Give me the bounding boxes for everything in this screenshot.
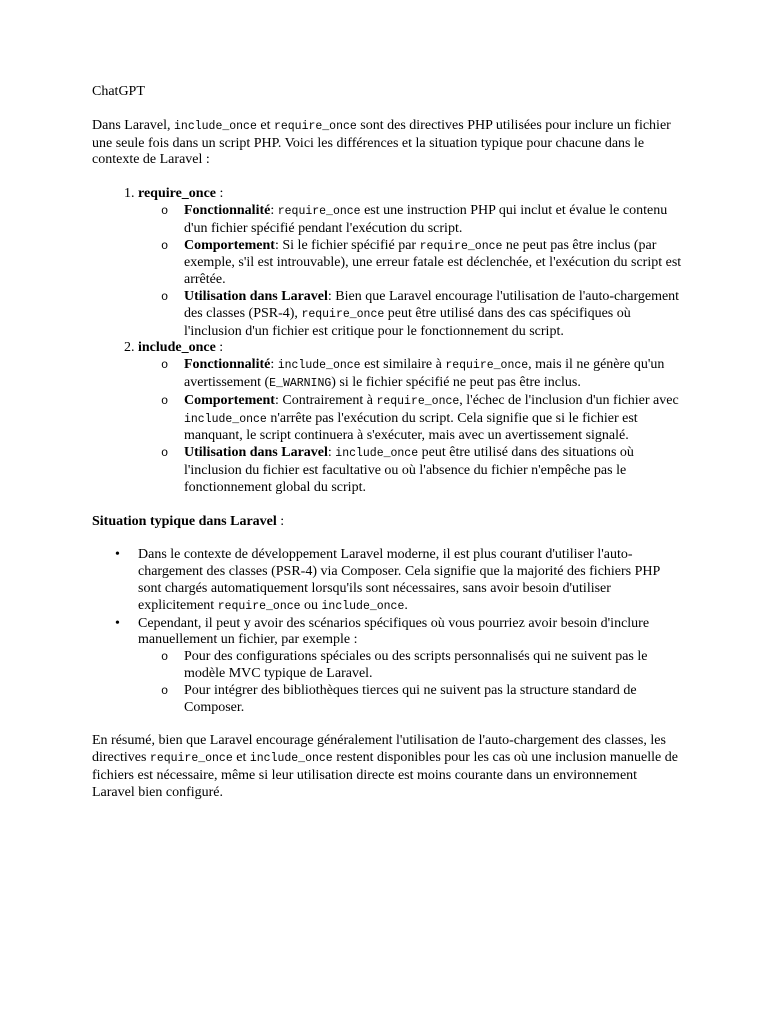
situation-list bbox=[92, 547, 682, 716]
inline-code: require_once bbox=[301, 307, 385, 321]
situation-bullet bbox=[138, 616, 682, 717]
detail-label: Fonctionnalité bbox=[184, 202, 271, 218]
conclusion-paragraph bbox=[92, 733, 682, 801]
conclusion-text: restent disponibles pour les cas où une inclusion manuelle de fichiers est nécessaire, même si leur utilisation directe est moins courante dans un environnement Laravel bien configuré. bbox=[92, 750, 678, 800]
detail-text: peut être utilisé dans des situations où l'inclusion du fichier est facultative ou où l'absence du fichier n'empêche pas le fonctionnement global du script. bbox=[184, 445, 634, 495]
document-page bbox=[92, 84, 682, 801]
inline-code: require_once bbox=[376, 394, 460, 408]
inline-code: include_once bbox=[335, 447, 419, 461]
bullet-text: Cependant, il peut y avoir des scénarios spécifiques où vous pourriez avoir besoin d'inclure manuellement un fichier, par exemple : bbox=[138, 615, 650, 648]
detail-text: : Bien que Laravel encourage l'utilisation de l'auto-chargement des classes (PSR-4), bbox=[184, 288, 680, 321]
detail-label: Comportement bbox=[184, 392, 275, 408]
detail-text: ne peut pas être inclus (par exemple, s'il est introuvable), une erreur fatale est déclenchée, et l'exécution du script est arrêtée. bbox=[184, 237, 682, 288]
detail-text: : bbox=[270, 357, 278, 373]
inline-code: include_once bbox=[174, 119, 257, 133]
inline-code: require_once bbox=[149, 752, 233, 766]
inline-code: E_WARNING bbox=[269, 376, 332, 390]
include-once-details bbox=[138, 357, 682, 496]
inline-code: include_once bbox=[277, 359, 361, 373]
detail-text: , l'échec de l'inclusion d'un fichier avec bbox=[459, 392, 679, 408]
detail-text: : Contrairement à bbox=[274, 392, 377, 408]
section-include-once bbox=[138, 340, 682, 496]
conclusion-text: et bbox=[232, 750, 250, 766]
inline-code: require_once bbox=[217, 599, 301, 613]
detail-text: ) si le fichier spécifié ne peut pas être inclus. bbox=[331, 374, 581, 390]
section-suffix: : bbox=[216, 186, 224, 202]
inline-code: include_once bbox=[249, 752, 333, 766]
bullet-text: Dans le contexte de développement Laravel moderne, il est plus courant d'utiliser l'auto-chargement des classes (PSR-4) via Composer. Cela signifie que la majorité des fichiers PHP sont chargés automatiquement lorsqu'ils sont nécessaires, sans avoir besoin d'utiliser explicitement bbox=[138, 547, 660, 613]
inline-code: require_once bbox=[445, 359, 529, 373]
section-suffix: : bbox=[215, 340, 224, 356]
detail-text: n'arrête pas l'exécution du script. Cela signifie que si le fichier est manquant, le script continuera à s'exécuter, mais avec un avertissement signalé. bbox=[184, 410, 638, 444]
detail-text: , mais il ne génère qu'un avertissement ( bbox=[184, 357, 665, 390]
intro-text: et bbox=[256, 117, 274, 133]
detail-item bbox=[184, 238, 682, 289]
situation-suffix: : bbox=[276, 513, 285, 529]
detail-item bbox=[184, 393, 682, 445]
detail-text: est similaire à bbox=[360, 357, 446, 373]
detail-text: est une instruction PHP qui inclut et évalue le contenu d'un fichier spécifié pendant l'exécution du script. bbox=[184, 202, 668, 236]
example-item: o Pour des configurations spéciales ou des scripts personnalisés qui ne suivent pas le modèle MVC typique de Laravel. bbox=[184, 649, 682, 683]
intro-paragraph bbox=[92, 118, 682, 169]
detail-label: Comportement bbox=[184, 237, 275, 253]
detail-item bbox=[184, 357, 682, 393]
bullet-text: ou bbox=[300, 597, 322, 613]
situation-bullet bbox=[138, 547, 682, 615]
section-require-once bbox=[138, 186, 682, 340]
intro-text: sont des directives PHP utilisées pour inclure un fichier une seule fois dans un script PHP. Voici les différences et la situation typique pour chacune dans le contexte de Laravel : bbox=[92, 117, 671, 168]
intro-text: Dans Laravel, bbox=[92, 117, 175, 133]
inline-code: require_once bbox=[419, 239, 503, 253]
situation-title: Situation typique dans Laravel bbox=[92, 513, 277, 529]
inline-code: require_once bbox=[273, 119, 357, 133]
detail-label: Fonctionnalité bbox=[184, 357, 271, 373]
example-item: o Pour intégrer des bibliothèques tierces qui ne suivent pas la structure standard de Composer. bbox=[184, 683, 682, 717]
detail-item bbox=[184, 289, 682, 340]
detail-item bbox=[184, 203, 682, 238]
directives-list bbox=[92, 186, 682, 496]
detail-text: peut être utilisé dans des cas spécifiques où l'inclusion d'un fichier est critique pour le fonctionnement du script. bbox=[184, 305, 631, 339]
inline-code: include_once bbox=[321, 599, 405, 613]
detail-text: : bbox=[270, 202, 278, 218]
section-heading: require_once bbox=[138, 186, 217, 202]
conclusion-text: En résumé, bien que Laravel encourage généralement l'utilisation de l'auto-chargement des classes, les directives bbox=[92, 733, 666, 766]
detail-label: Utilisation dans Laravel bbox=[184, 445, 328, 461]
document-title: ChatGPT bbox=[92, 84, 145, 99]
inline-code: require_once bbox=[277, 204, 361, 218]
require-once-details bbox=[138, 203, 682, 340]
detail-text: : Si le fichier spécifié par bbox=[274, 237, 420, 253]
section-heading: include_once bbox=[138, 340, 216, 356]
detail-text: : bbox=[327, 445, 336, 461]
situation-heading bbox=[92, 514, 682, 531]
detail-item bbox=[184, 445, 682, 496]
bullet-text: . bbox=[404, 597, 408, 613]
detail-label: Utilisation dans Laravel bbox=[184, 288, 328, 304]
example-list bbox=[138, 649, 682, 716]
inline-code: include_once bbox=[184, 412, 267, 426]
